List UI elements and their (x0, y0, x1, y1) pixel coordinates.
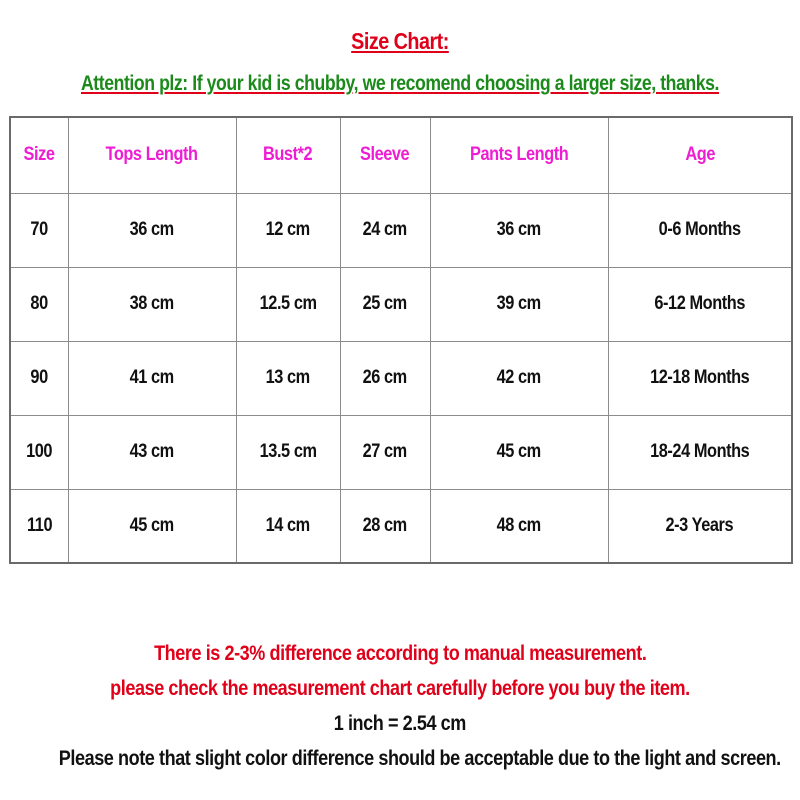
cell-bust: 12.5 cm (236, 267, 340, 341)
header-age: Age (608, 117, 792, 193)
cell-pants-length: 36 cm (430, 193, 608, 267)
header-pants-length: Pants Length (430, 117, 608, 193)
table-row (10, 193, 792, 267)
cell-sleeve: 26 cm (340, 341, 430, 415)
cell-bust: 13 cm (236, 341, 340, 415)
cell-size: 110 (10, 489, 68, 563)
cell-size: 80 (10, 267, 68, 341)
cell-age: 2-3 Years (608, 489, 792, 563)
notes-section (0, 636, 800, 776)
color-difference-note: Please note that slight color difference should be acceptable due to the light and screen. (58, 747, 781, 770)
cell-sleeve: 25 cm (340, 267, 430, 341)
table-row (10, 267, 792, 341)
cell-bust: 13.5 cm (236, 415, 340, 489)
cell-size: 90 (10, 341, 68, 415)
cell-age: 6-12 Months (608, 267, 792, 341)
inch-conversion-note: 1 inch = 2.54 cm (333, 712, 467, 735)
cell-pants-length: 39 cm (430, 267, 608, 341)
cell-tops-length: 38 cm (68, 267, 236, 341)
cell-size: 70 (10, 193, 68, 267)
cell-sleeve: 24 cm (340, 193, 430, 267)
header-sleeve: Sleeve (340, 117, 430, 193)
size-chart-title: Size Chart: (351, 28, 449, 54)
table-row (10, 341, 792, 415)
check-chart-note: please check the measurement chart carefully before you buy the item. (110, 677, 690, 700)
cell-bust: 14 cm (236, 489, 340, 563)
table-row (10, 489, 792, 563)
measurement-difference-note: There is 2-3% difference according to manual measurement. (153, 642, 647, 665)
header-tops-length: Tops Length (68, 117, 236, 193)
header-size: Size (10, 117, 68, 193)
cell-age: 18-24 Months (608, 415, 792, 489)
cell-tops-length: 41 cm (68, 341, 236, 415)
cell-tops-length: 45 cm (68, 489, 236, 563)
table-header-row (10, 117, 792, 193)
cell-pants-length: 48 cm (430, 489, 608, 563)
table-row (10, 415, 792, 489)
cell-pants-length: 42 cm (430, 341, 608, 415)
attention-note: Attention plz: If your kid is chubby, we recomend choosing a larger size, thanks. (80, 72, 720, 95)
cell-tops-length: 43 cm (68, 415, 236, 489)
cell-bust: 12 cm (236, 193, 340, 267)
cell-size: 100 (10, 415, 68, 489)
cell-pants-length: 45 cm (430, 415, 608, 489)
cell-age: 12-18 Months (608, 341, 792, 415)
cell-age: 0-6 Months (608, 193, 792, 267)
cell-tops-length: 36 cm (68, 193, 236, 267)
cell-sleeve: 27 cm (340, 415, 430, 489)
size-table (9, 116, 793, 564)
cell-sleeve: 28 cm (340, 489, 430, 563)
header-bust: Bust*2 (236, 117, 340, 193)
